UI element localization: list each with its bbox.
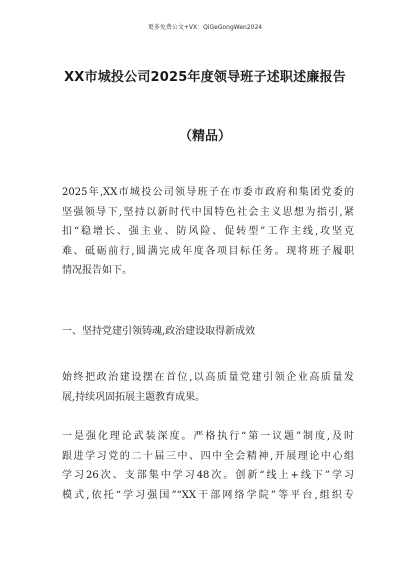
header-note: 更多免费公文+VX：QiGeGongWen2024 (147, 24, 263, 31)
paragraph-line: 扣“稳增长、强主业、防风险、促转型”工作主线,攻坚克 (62, 226, 354, 237)
paragraph-line: 2025年,XX市城投公司领导班子在市委市政府和集团党委的 (62, 187, 354, 198)
paragraph-line: 情况报告如下。 (62, 265, 132, 276)
paragraph-line: 一是强化理论武装深度。严格执行“第一议题”制度,及时 (62, 431, 354, 442)
paragraph-theory (62, 427, 354, 505)
paragraph-political (62, 368, 354, 407)
document-title: XX市城投公司2025年度领导班子述职述廉报告 (64, 70, 346, 85)
paragraph-line: 学习26次、支部集中学习48次。创新“线上+线下”学习 (62, 470, 354, 481)
paragraph-line: 始终把政治建设摆在首位,以高质量党建引领企业高质量发 (62, 372, 354, 383)
paragraph-line: 展,持续巩固拓展主题教育成果。 (62, 391, 206, 403)
paragraph-line: 跟进学习党的二十届三中、四中全会精神,开展理论中心组 (62, 450, 354, 462)
paragraph-line: 模式,依托“学习强国”“XX干部网络学院”等平台,组织专 (62, 489, 354, 501)
section-heading-text: 一、坚持党建引领铸魂,政治建设取得新成效 (62, 326, 256, 337)
paragraph-line: 坚强领导下,坚持以新时代中国特色社会主义思想为指引,紧 (62, 206, 354, 218)
document-subtitle: （精品） (178, 129, 231, 144)
section-heading (62, 322, 354, 342)
paragraph-intro (62, 183, 354, 281)
paragraph-line: 难、砥砺前行,圆满完成年度各项目标任务。现将班子履职 (62, 245, 354, 257)
